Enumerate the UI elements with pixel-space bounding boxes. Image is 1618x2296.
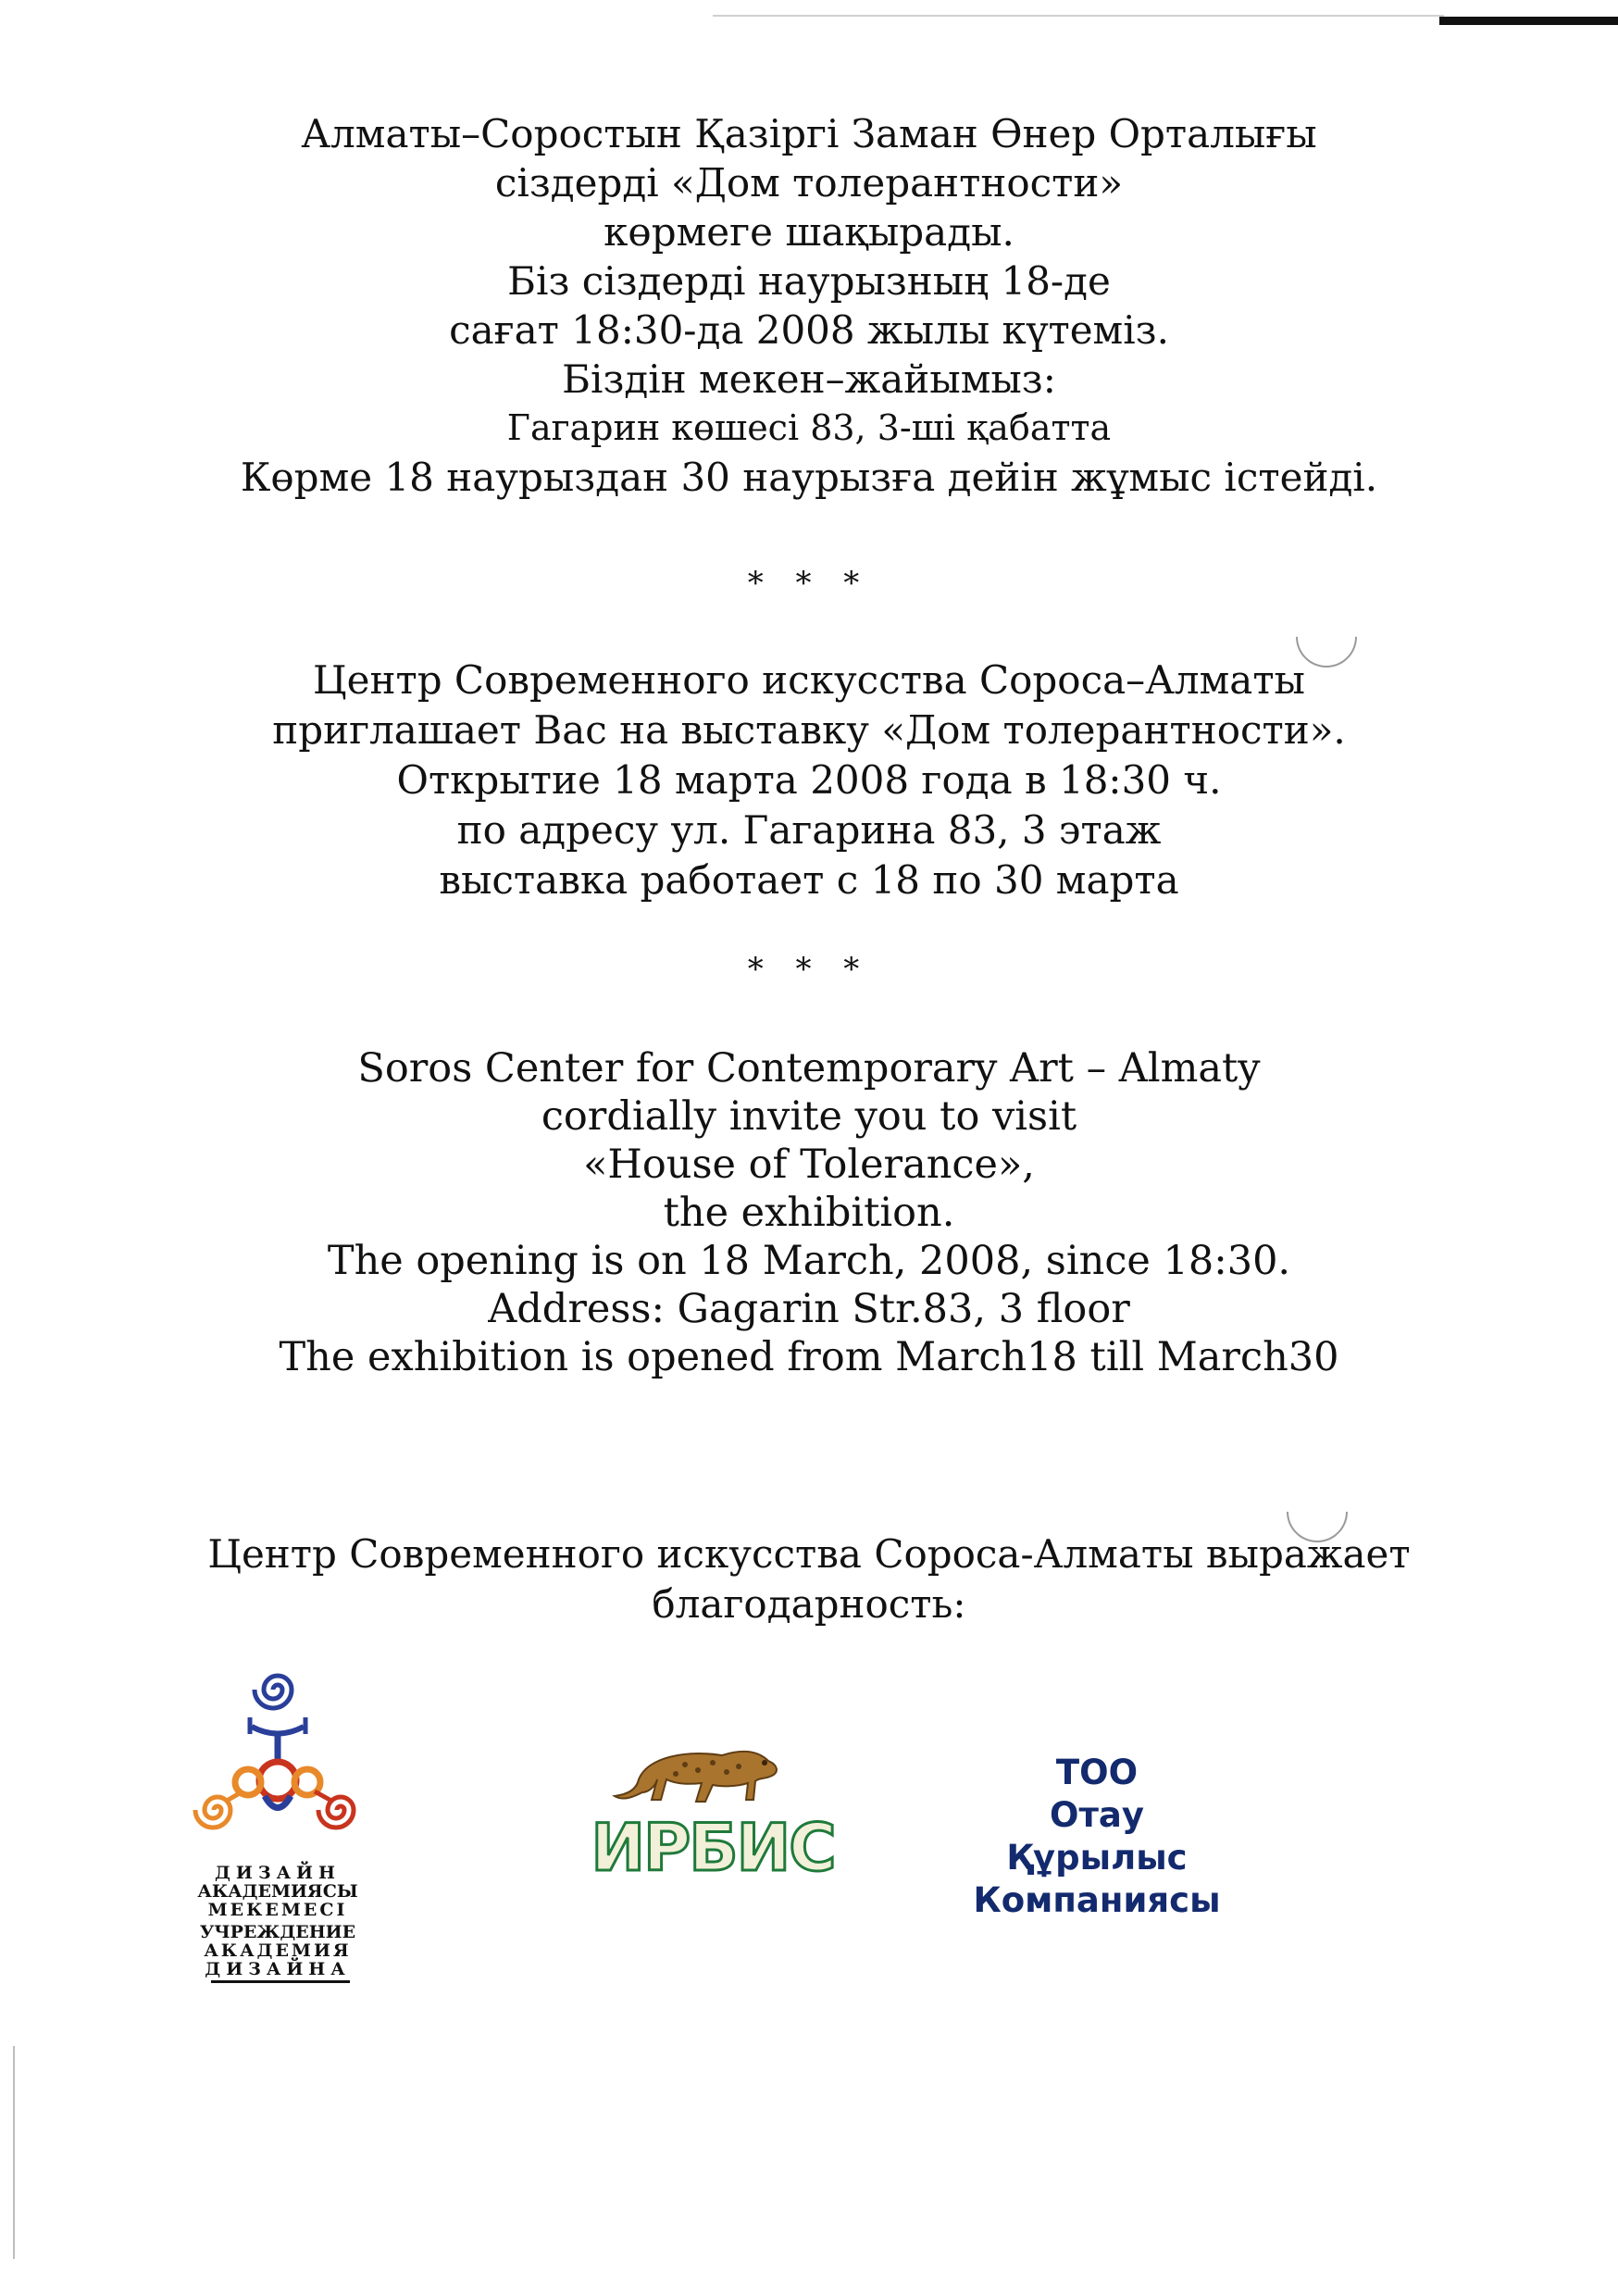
text-line: Біздін мекен–жайымыз: bbox=[562, 356, 1056, 402]
text-line: cordially invite you to visit bbox=[541, 1093, 1077, 1140]
design-academy-emblem-icon bbox=[185, 1671, 370, 1866]
english-invitation bbox=[0, 1044, 1618, 1381]
separator: * * * bbox=[747, 951, 871, 988]
logo-text: Отау bbox=[1050, 1795, 1144, 1835]
irbis-logo bbox=[583, 1731, 842, 1898]
text-line: Алматы–Соростын Қазіргі Заман Өнер Орталығы bbox=[301, 111, 1317, 156]
separator: * * * bbox=[747, 565, 871, 602]
logo-text: МЕКЕМЕСІ bbox=[207, 1900, 348, 1920]
logo-underline bbox=[211, 1980, 350, 1983]
scan-edge-mark bbox=[1439, 17, 1618, 25]
text-line: Центр Современного искусства Сороса-Алматы выражает bbox=[207, 1531, 1411, 1577]
kazakh-invitation bbox=[0, 109, 1618, 502]
text-line: Центр Современного искусства Сороса–Алматы bbox=[312, 657, 1305, 703]
logo-text: Компаниясы bbox=[973, 1880, 1221, 1920]
thanks-note bbox=[0, 1529, 1618, 1629]
scan-edge-line bbox=[713, 15, 1444, 17]
text-line: сағат 18:30-да 2008 жылы күтеміз. bbox=[449, 307, 1169, 353]
text-line: «House of Tolerance», bbox=[583, 1142, 1035, 1188]
text-line: The opening is on 18 March, 2008, since 18:30. bbox=[327, 1238, 1291, 1284]
logo-text: АКАДЕМИЯСЫ bbox=[197, 1881, 358, 1902]
text-line: The exhibition is opened from March18 till March30 bbox=[279, 1334, 1339, 1380]
text-line: выставка работает с 18 по 30 марта bbox=[439, 857, 1179, 903]
russian-invitation bbox=[0, 655, 1618, 905]
text-line: по адресу ул. Гагарина 83, 3 этаж bbox=[456, 807, 1162, 853]
logo-text: ДИЗАЙН bbox=[215, 1863, 341, 1883]
text-line: Гагарин көшесі 83, 3-ші қабатта bbox=[506, 407, 1112, 448]
text-line: Address: Gagarin Str.83, 3 floor bbox=[488, 1286, 1130, 1332]
text-line: the exhibition. bbox=[663, 1190, 955, 1236]
text-line: Көрме 18 наурыздан 30 наурызға дейін жұмыс істейді. bbox=[240, 455, 1378, 500]
text-line: сіздерді «Дом толерантности» bbox=[494, 160, 1124, 206]
design-academy-logo bbox=[185, 1671, 370, 1977]
logo-text: ДИЗАЙНА bbox=[205, 1959, 351, 1979]
text-line: көрмеге шақырады. bbox=[604, 209, 1014, 255]
text-line: благодарность: bbox=[652, 1581, 966, 1627]
text-line: Открытие 18 марта 2008 года в 18:30 ч. bbox=[396, 757, 1222, 803]
text-line: Soros Center for Contemporary Art – Almaty bbox=[357, 1045, 1261, 1092]
irbis-wordmark: ИРБИС bbox=[591, 1810, 835, 1886]
text-line: приглашает Вас на выставку «Дом толерантности». bbox=[272, 707, 1346, 753]
logo-text: УЧРЕЖДЕНИЕ bbox=[199, 1922, 356, 1942]
scan-left-edge bbox=[13, 2046, 15, 2259]
otau-logo bbox=[958, 1752, 1236, 1922]
logo-text: АКАДЕМИЯ bbox=[204, 1940, 352, 1961]
text-line: Біз сіздерді наурызның 18-де bbox=[507, 258, 1111, 304]
snow-leopard-icon bbox=[583, 1731, 842, 1815]
logo-text: ТОО bbox=[1055, 1753, 1139, 1792]
logo-text: Құрылыс bbox=[1006, 1838, 1188, 1878]
